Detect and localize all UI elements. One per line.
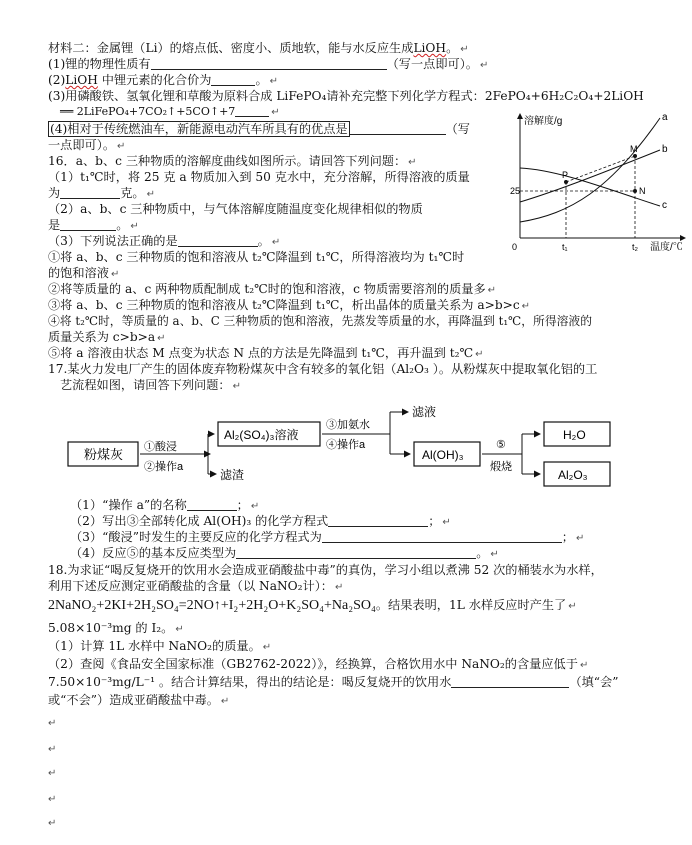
q16-option-4b: 质量关系为 c>b>a ↵ bbox=[48, 330, 166, 344]
q18-line2: 利用下述反应测定亚硝酸盐的含量（以 NaNO₂计）： ↵ bbox=[48, 579, 344, 593]
q16-intro: 16．a、b、c 三种物质的溶解度曲线如图所示。请回答下列问题： ↵ bbox=[48, 154, 417, 168]
x-axis-label: 温度/℃ bbox=[650, 242, 683, 252]
q16-option-1b: 的饱和溶液 ↵ bbox=[48, 266, 120, 280]
paragraph-mark: ↵ bbox=[48, 768, 57, 779]
al2so4-label: Al₂(SO₄)₃溶液 bbox=[224, 428, 299, 442]
q17-line1: 17.某火力发电厂产生的固体废弃物粉煤灰中含有较多的氧化铝（Al₂O₃ ）。从粉煤灰中提取氧化铝的工 bbox=[48, 362, 598, 376]
step5-label: ⑤ bbox=[496, 439, 506, 451]
q16-p2b: 是 。 ↵ bbox=[48, 218, 139, 232]
q16-option-3: ③将 a、b、c 三种物质的饱和溶液从 t₂℃降温到 t₁℃，析出晶体的质量关系为 a>b>c ↵ bbox=[48, 298, 531, 312]
q16-option-2: ②将等质量的 a、c 两种物质配制成 t₂℃时的饱和溶液，c 物质需要溶剂的质量多 ↵ bbox=[48, 282, 497, 296]
residue-label: 滤渣 bbox=[220, 468, 245, 482]
point-m bbox=[633, 154, 637, 158]
material-q4: (4)相对于传统燃油车，新能源电动汽车所具有的优点是 （写 bbox=[50, 122, 470, 136]
q17-a1: （1）“操作 a”的名称 ； ↵ bbox=[70, 498, 260, 512]
q17-a3: （3）“酸浸”时发生的主要反应的化学方程式为 ； ↵ bbox=[70, 530, 585, 544]
q18-s3: 7.50×10⁻³mg/L⁻¹ 。结合计算结果，得出的结论是：喝反复烧开的饮用水 （填“会” bbox=[48, 675, 619, 689]
calcine-label: 煅烧 bbox=[490, 461, 512, 473]
q17-a2: （2）写出③全部转化成 Al(OH)₃ 的化学方程式 ； ↵ bbox=[70, 514, 451, 528]
aloh3-label: Al(OH)₃ bbox=[422, 448, 464, 462]
q17-a4: （4）反应⑤的基本反应类型为 。 ↵ bbox=[70, 546, 499, 560]
q16-option-5: ⑤将 a 溶液由状态 M 点变为状态 N 点的方法是先降温到 t₁℃，再升温到 t₂℃ ↵ bbox=[48, 346, 484, 360]
paragraph-mark: ↵ bbox=[48, 744, 57, 755]
q18-s1: （1）计算 1L 水样中 NaNO₂的质量。 ↵ bbox=[48, 639, 272, 653]
paragraph-mark: ↵ bbox=[48, 718, 57, 729]
q16-option-4: ④将 t₂℃时，等质量的 a、b、C 三种物质的饱和溶液，先蒸发等质量的水，再降温到 t₁℃，所得溶液的 bbox=[48, 314, 593, 328]
op-a-step2-label: ②操作a bbox=[144, 461, 184, 473]
q18-line4: 5.08×10⁻³mg 的 I₂。 ↵ bbox=[48, 621, 184, 635]
material-q2: (2)LiOH 中锂元素的化合价为 。 ↵ bbox=[48, 73, 279, 87]
op-a-step4-label: ④操作a bbox=[326, 439, 366, 451]
material-title: 材料二：金属锂（Li）的熔点低、密度小、质地软，能与水反应生成LiOH。 ↵ bbox=[48, 41, 469, 55]
material-q3: (3)用磷酸铁、氢氧化锂和草酸为原料合成 LiFePO₄请补充完整下列化学方程式：2FePO₄+6H₂C₂O₄+2LiOH bbox=[48, 89, 644, 103]
q18-equation: 2NaNO₂+2KI+2H₂SO₄=2NO↑+I₂+2H₂O+K₂SO₄+Na₂SO₄。结果表明，1L 水样反应时产生了 ↵ bbox=[48, 598, 577, 613]
point-m-label: M bbox=[630, 144, 638, 154]
curve-a-label: a bbox=[662, 112, 668, 123]
point-p bbox=[564, 180, 568, 184]
origin-label: 0 bbox=[512, 242, 518, 252]
point-p-label: P bbox=[562, 170, 569, 180]
q16-p1b: 为 克。 ↵ bbox=[48, 186, 155, 200]
q18-line1: 18.为求证“喝反复烧开的饮用水会造成亚硝酸盐中毒”的真伪，学习小组以煮沸 52 次的桶装水为水样， bbox=[48, 563, 603, 577]
material-q1: (1)锂的物理性质有 （写一点即可）。 ↵ bbox=[48, 57, 489, 71]
y25-label: 25 bbox=[510, 186, 521, 196]
paragraph-mark: ↵ bbox=[48, 794, 57, 805]
paragraph-mark: ↵ bbox=[48, 818, 57, 829]
process-flowchart bbox=[60, 398, 620, 494]
t2-label: t₂ bbox=[632, 242, 638, 252]
filtrate-label: 滤液 bbox=[412, 405, 437, 419]
al2o3-label: Al₂O₃ bbox=[558, 468, 588, 482]
curve-c-label: c bbox=[662, 200, 667, 211]
point-n bbox=[633, 189, 637, 193]
solubility-graph bbox=[510, 110, 690, 252]
point-n-label: N bbox=[639, 186, 646, 196]
q17-line2: 艺流程如图，请回答下列问题： ↵ bbox=[60, 378, 242, 392]
q16-p3: （3）下列说法正确的是 。 ↵ bbox=[48, 234, 281, 248]
material-q3-line2: ══ 2LiFePO₄+7CO₂↑+5CO↑+7 ↵ bbox=[60, 105, 280, 118]
q18-s2: （2）查阅《食品安全国家标准（GB2762-2022）》，经换算，合格饮用水中 NaNO₂的含量应低于 ↵ bbox=[48, 657, 589, 671]
q16-p1: （1）t₁℃时，将 25 克 a 物质加入到 50 克水中，充分溶解，所得溶液的质量 bbox=[48, 170, 470, 184]
q16-option-1: ①将 a、b、c 三种物质的饱和溶液从 t₂℃降温到 t₁℃，所得溶液均为 t₁℃时 bbox=[48, 250, 465, 264]
t1-label: t₁ bbox=[562, 242, 568, 252]
fly-ash-label: 粉煤灰 bbox=[84, 447, 124, 462]
y-axis-label: 溶解度/g bbox=[524, 116, 563, 127]
material-q4-line2: 一点即可）。 ↵ bbox=[48, 138, 126, 152]
h2o-label: H₂O bbox=[563, 428, 586, 442]
dash-pm bbox=[566, 156, 635, 182]
q18-s4: 或“不会”）造成亚硝酸盐中毒。 ↵ bbox=[48, 693, 230, 707]
curve-b-label: b bbox=[662, 144, 668, 155]
q16-p2: （2）a、b、c 三种物质中，与气体溶解度随温度变化规律相似的物质 bbox=[48, 202, 423, 216]
ammonia-step-label: ③加氨水 bbox=[326, 419, 370, 431]
acid-step-label: ①酸浸 bbox=[144, 441, 177, 453]
